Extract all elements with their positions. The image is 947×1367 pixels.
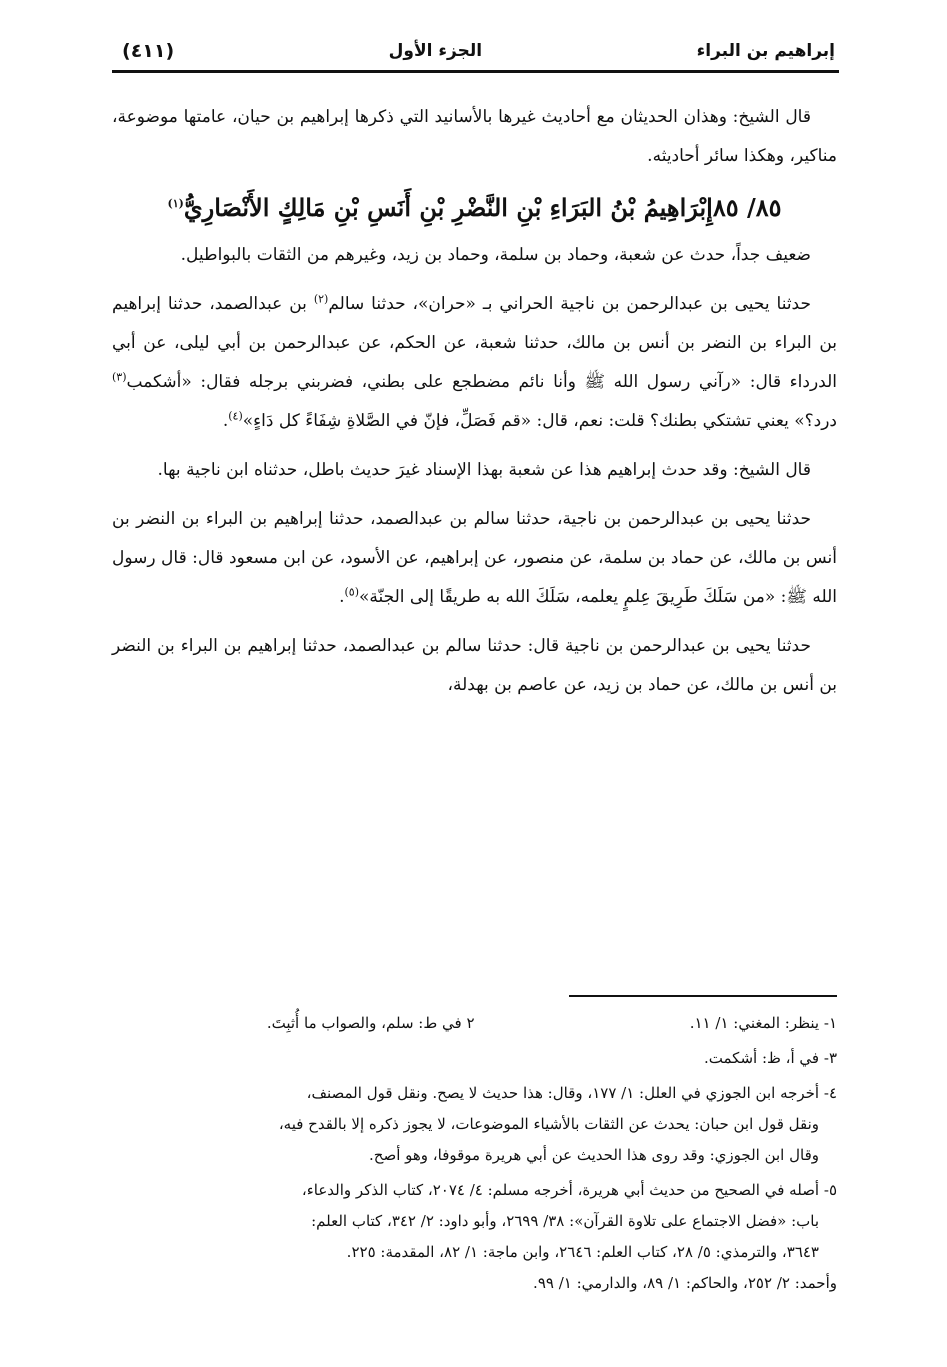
footnote-ref-3: (٣)	[112, 370, 127, 384]
paragraph-entry-description: ضعيف جداً، حدث عن شعبة، وحماد بن سلمة، وحماد بن زيد، وغيرهم من الثقات بالبواطيل.	[180, 245, 811, 265]
footnote-4-line-1: ٤- أخرجه ابن الجوزي في العلل: ١/ ١٧٧، وقال: هذا حديث لا يصح. ونقل قول المصنف،	[306, 1084, 837, 1102]
footnote-5-line-3: ٣٦٤٣، والترمذي: ٥/ ٢٨، كتاب العلم: ٢٦٤٦، وابن ماجة: ١/ ٨٢، المقدمة: ٢٢٥.	[346, 1243, 819, 1261]
footnote-4	[112, 1078, 837, 1171]
footnote-ref-4: (٤)	[228, 409, 243, 423]
footnote-1: ١- ينظر: المغني: ١/ ١١.	[689, 1014, 837, 1032]
paragraph-hadith-1	[112, 285, 837, 441]
footnote-5-line-2: باب: «فضل الاجتماع على تلاوة القرآن»: ٣٨/ ٢٦٩٩، وأبو داود: ٢/ ٣٤٢، كتاب العلم:	[311, 1212, 819, 1230]
footnote-4-line-2: ونقل قول ابن حبان: يحدث عن الثقات بالأشياء الموضوعات، لا يجوز ذكره إلا بالقدح فيه،	[278, 1115, 819, 1133]
header-rule	[112, 70, 839, 73]
paragraph-hadith-2	[112, 500, 837, 617]
footnote-ref-5: (٥)	[344, 585, 359, 599]
page-number: (٤١١)	[122, 40, 175, 62]
footnote-ref-2: (٢)	[313, 292, 329, 306]
hadith-1-part-d: .	[222, 411, 229, 431]
hadith-1-part-a: حدثنا يحيى بن عبدالرحمن بن ناجية الحراني بـ «حران»، حدثنا سالم	[328, 294, 811, 314]
page-header	[122, 34, 835, 68]
paragraph-shaykh-comment-2: قال الشيخ: وقد حدث إبراهيم هذا عن شعبة بهذا الإسناد غيرَ حديث باطل، حدثناه ابن ناجية بها.	[157, 460, 811, 480]
running-head-author: إبراهيم بن البراء	[696, 41, 835, 61]
footnote-5-line-1: ٥- أصله في الصحيح من حديث أبي هريرة، أخرجه مسلم: ٤/ ٢٠٧٤، كتاب الذكر والدعاء،	[301, 1181, 837, 1199]
paragraph-shaykh-comment: قال الشيخ: وهذان الحديثان مع أحاديث غيرها بالأسانيد التي ذكرها إبراهيم بن حيان، عامتها موضوعة، مناكير، وهكذا سائر أحاديثه.	[112, 107, 837, 166]
footnotes	[112, 1008, 837, 1303]
hadith-2-part-a: حدثنا يحيى بن عبدالرحمن بن ناجية، حدثنا سالم بن عبدالصمد، حدثنا إبراهيم بن البراء بن النضر بن أنس بن مالك، عن حماد بن سلمة، عن منصور، عن إبراهيم، عن الأسود، عن ابن مسعود قال: قال رسول الله ﷺ: «من سَلَكَ طَرِيقَ عِلمٍ يعلمه، سَلَكَ الله به طريقًا إلى الجنّة»	[112, 509, 838, 607]
footnote-row-1-2	[112, 1008, 837, 1039]
running-head-volume: الجزء الأول	[388, 41, 483, 61]
footnote-5	[112, 1175, 837, 1299]
paragraph-hadith-3: حدثنا يحيى بن عبدالرحمن بن ناجية قال: حدثنا سالم بن عبدالصمد، حدثنا إبراهيم بن البراء بن النضر بن أنس بن مالك، عن حماد بن زيد، عن عاصم بن بهدلة،	[112, 636, 837, 695]
footnote-5-line-4: وأحمد: ٢/ ٢٥٢، والحاكم: ١/ ٨٩، والدارمي: ١/ ٩٩.	[533, 1274, 837, 1292]
main-text	[112, 98, 837, 715]
footnote-4-line-3: وقال ابن الجوزي: وقد روى هذا الحديث عن أبي هريرة موقوفا، وهو أصح.	[369, 1146, 819, 1164]
hadith-2-part-b: .	[339, 587, 345, 607]
entry-title	[112, 186, 837, 230]
entry-title-text: ٨٥/ ٨٥إِبْرَاهِيمُ بْنُ البَرَاءِ بْنِ النَّضْرِ بْنِ أَنَسِ بْنِ مَالِكٍ الأَنْصَارِيُّ	[183, 193, 782, 222]
footnote-3: ٣- في أ، ظ: أشكمت.	[704, 1049, 837, 1067]
hadith-1-part-c: درد؟» يعني تشتكي بطنك؟ قلت: نعم، قال: «قم فَصَلِّ، فإنّ في الصَّلاةِ شِفَاءً كل دَاءٍ»	[242, 411, 837, 431]
footnote-ref-1: (١)	[167, 197, 184, 210]
footnote-rule	[569, 995, 837, 997]
footnote-2: ٢ في ط: سلم، والصواب ما أُثبِتَ.	[266, 1014, 475, 1032]
hadith-1-part-b: بن عبدالصمد، حدثنا إبراهيم بن البراء بن النضر بن أنس بن مالك، حدثنا شعبة، عن الحكم، عن عبدالرحمن بن أبي ليلى، عن أبي الدرداء قال: «رآني رسول الله ﷺ وأنا نائم مضطجع على بطني، فضربني برجله فقال: «أشكمب	[112, 294, 837, 392]
